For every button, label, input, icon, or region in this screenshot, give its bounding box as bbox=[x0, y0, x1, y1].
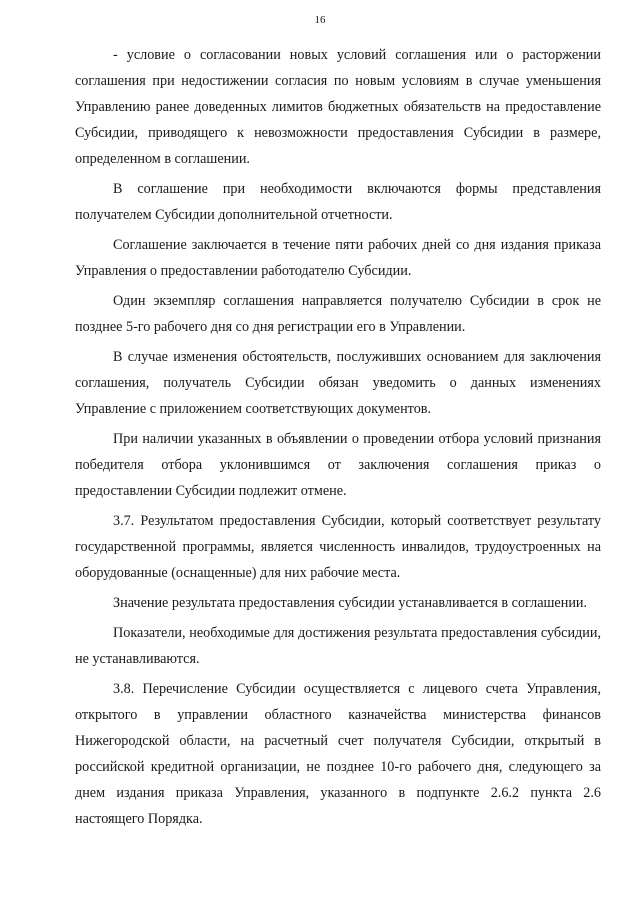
paragraph: В случае изменения обстоятельств, послуживших основанием для заключения соглашения, получатель Субсидии обязан уведомить о данных изменениях Управление с приложением соответствующих документов. bbox=[75, 349, 601, 417]
page-number: 16 bbox=[314, 14, 326, 26]
document-body bbox=[75, 42, 601, 836]
paragraph: Один экземпляр соглашения направляется получателю Субсидии в срок не позднее 5-го рабочего дня со дня регистрации его в Управлении. bbox=[75, 293, 601, 335]
paragraph: Соглашение заключается в течение пяти рабочих дней со дня издания приказа Управления о предоставлении работодателю Субсидии. bbox=[75, 237, 601, 279]
paragraph: 3.8. Перечисление Субсидии осуществляется с лицевого счета Управления, открытого в управлении областного казначейства министерства финансов Нижегородской области, на расчетный счет получателя Субсидии, открытый в российской кредитной организации, не позднее 10-го рабочего дня, следующего за днем издания приказа Управления, указанного в подпункте 2.6.2 пункта 2.6 настоящего Порядка. bbox=[75, 681, 601, 827]
paragraph: - условие о согласовании новых условий соглашения или о расторжении соглашения при недостижении согласия по новым условиям в случае уменьшения Управлению ранее доведенных лимитов бюджетных обязательств на предоставление Субсидии, приводящего к невозможности предоставления Субсидии в размере, определенном в соглашении. bbox=[75, 47, 601, 167]
paragraph: 3.7. Результатом предоставления Субсидии, который соответствует результату государственной программы, является численность инвалидов, трудоустроенных на оборудованные (оснащенные) для них рабочие места. bbox=[75, 513, 601, 581]
paragraph: При наличии указанных в объявлении о проведении отбора условий признания победителя отбора уклонившимся от заключения соглашения приказ о предоставлении Субсидии подлежит отмене. bbox=[75, 431, 601, 499]
paragraph: Показатели, необходимые для достижения результата предоставления субсидии, не устанавливаются. bbox=[75, 625, 601, 667]
paragraph: Значение результата предоставления субсидии устанавливается в соглашении. bbox=[113, 595, 588, 611]
paragraph: В соглашение при необходимости включаются формы представления получателем Субсидии дополнительной отчетности. bbox=[75, 181, 601, 223]
